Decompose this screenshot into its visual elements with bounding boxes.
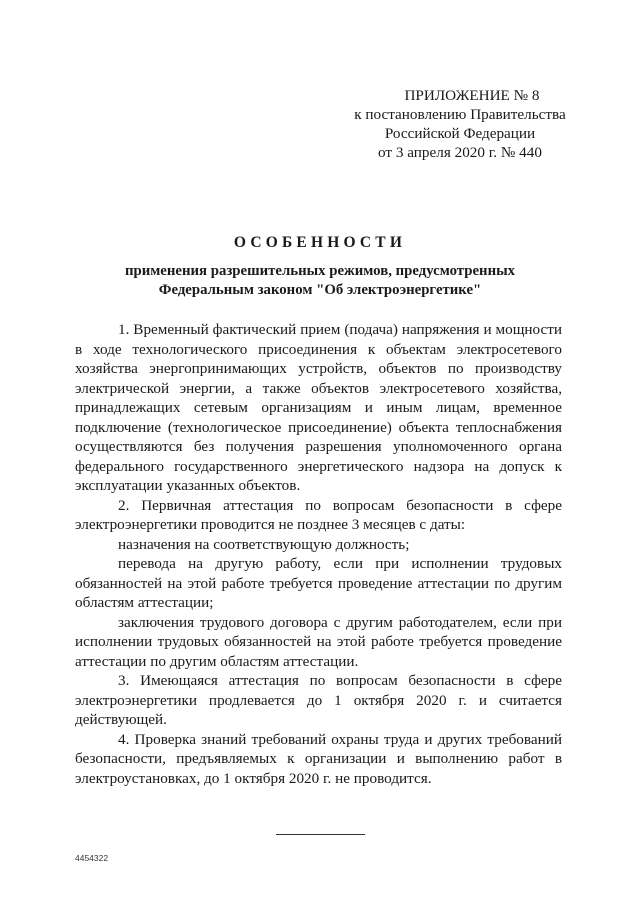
document-subheading bbox=[0, 262, 640, 300]
subheading-line-2: Федеральным законом "Об электроэнергетике" bbox=[158, 282, 482, 298]
appendix-decree-line: к постановлению Правительства bbox=[354, 106, 566, 123]
document-body bbox=[75, 320, 562, 788]
subheading-line-1: применения разрешительных режимов, предусмотренных bbox=[124, 263, 516, 279]
paragraph-4: 4. Проверка знаний требований охраны труда и других требований безопасности, предъявляемых к организации и выполнению работ в электроустановках, до 1 октября 2020 г. не проводится. bbox=[75, 730, 562, 787]
appendix-date-line: от 3 апреля 2020 г. № 440 bbox=[378, 144, 542, 161]
paragraph-2-item-1: назначения на соответствующую должность; bbox=[118, 535, 410, 553]
document-heading: ОСОБЕННОСТИ bbox=[233, 234, 407, 251]
document-number: 4454322 bbox=[75, 853, 109, 863]
appendix-country-line: Российской Федерации bbox=[384, 125, 536, 142]
paragraph-1: 1. Временный фактический прием (подача) напряжения и мощности в ходе технологического присоединения к объектам электросетевого хозяйства энергопринимающих устройств, объектов по производству электрической энергии, а также объектов электросетевого хозяйства, принадлежащих сетевым организациям и иным лицам, временное подключение (технологическое присоединение) объекта теплоснабжения осуществляются без получения разрешения уполномоченного органа федерального государственного энергетического надзора на допуск к эксплуатации указанных объектов. bbox=[75, 321, 562, 494]
end-separator-line bbox=[276, 834, 365, 835]
paragraph-2-item-3: заключения трудового договора с другим работодателем, если при исполнении трудовых обязанностей на этой работе требуется проведение аттестации по другим областям аттестации. bbox=[75, 613, 562, 670]
appendix-block bbox=[330, 86, 590, 162]
appendix-title: ПРИЛОЖЕНИЕ № 8 bbox=[404, 87, 540, 104]
paragraph-2: 2. Первичная аттестация по вопросам безопасности в сфере электроэнергетики проводится не позднее 3 месяцев с даты: bbox=[75, 496, 562, 533]
paragraph-2-item-2: перевода на другую работу, если при исполнении трудовых обязанностей на этой работе требуется проведение аттестации по другим областям аттестации; bbox=[75, 555, 562, 611]
paragraph-3: 3. Имеющаяся аттестация по вопросам безопасности в сфере электроэнергетики продлевается до 1 октября 2020 г. и считается действующей. bbox=[75, 672, 562, 728]
